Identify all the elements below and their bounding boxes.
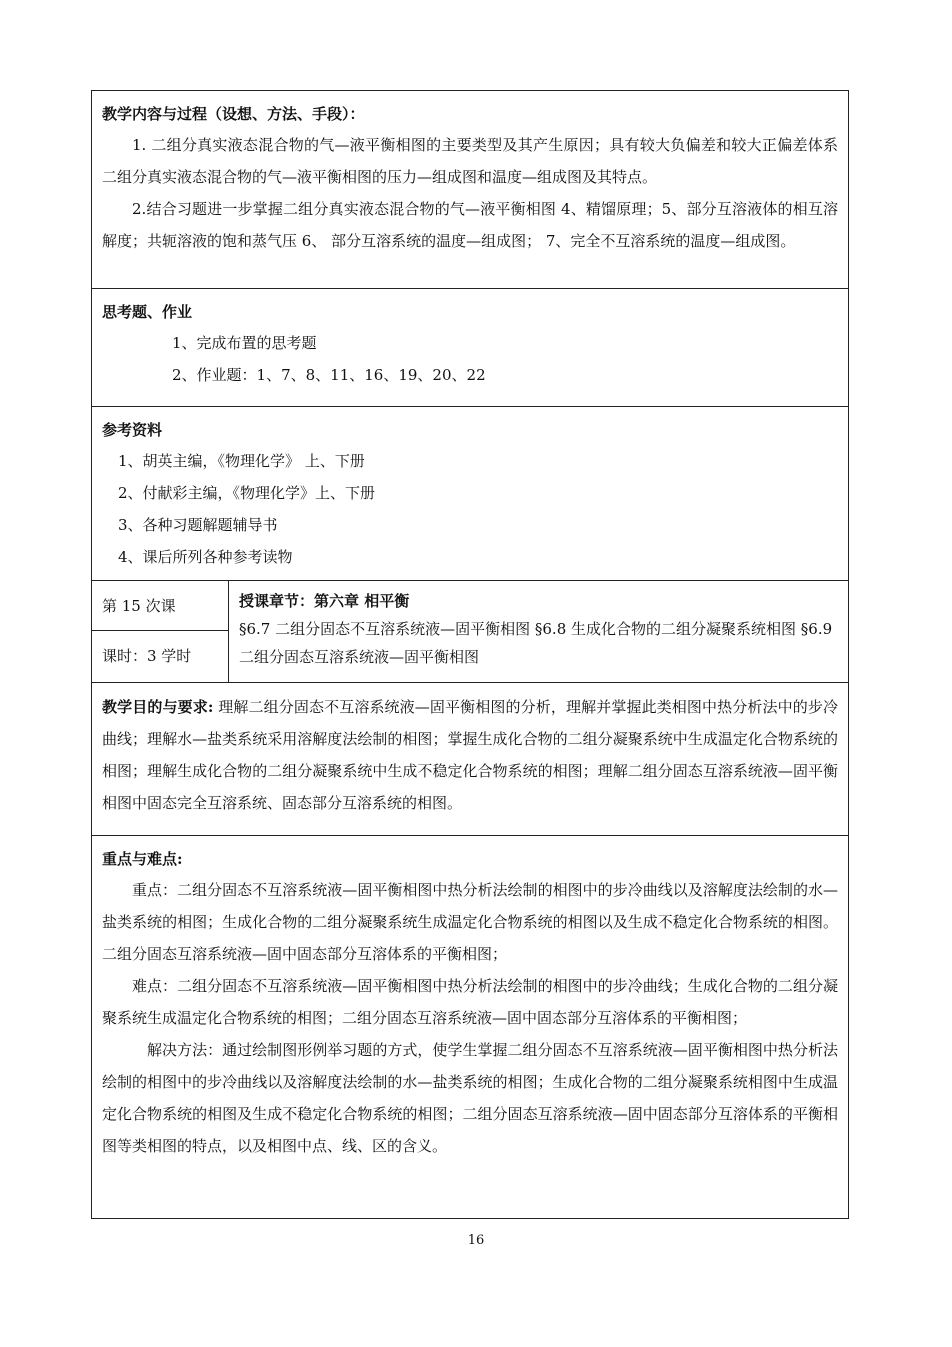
lesson-hours: 课时：3 学时 — [102, 647, 192, 665]
reference-item: 2、付献彩主编，《物理化学》上、下册 — [118, 484, 376, 502]
homework-item: 1、完成布置的思考题 — [172, 334, 317, 352]
goals-label: 教学目的与要求: — [102, 698, 214, 716]
references-heading: 参考资料 — [102, 421, 163, 439]
page-number: 16 — [467, 1233, 485, 1248]
key-points-paragraph: 重点：二组分固态不互溶系统液—固平衡相图中热分析法绘制的相图中的步冷曲线以及溶解度法绘制的水—盐类系统的相图；生成化合物的二组分凝聚系统生成温定化合物系统的相图以及生成不稳定化合物系统的相图。 二组分固态互溶系统液—固中固态部分互溶体系的平衡相图； — [102, 881, 838, 963]
homework-item: 2、作业题：1、7、8、11、16、19、20、22 — [172, 366, 486, 384]
teaching-process-paragraph-1: 1. 二组分真实液态混合物的气—液平衡相图的主要类型及其产生原因；具有较大负偏差和较大正偏差体系二组分真实液态混合物的气—液平衡相图的压力—组成图和温度—组成图及其特点。 — [102, 136, 838, 186]
lesson-chapter-cell — [229, 581, 848, 682]
goals-paragraph — [102, 691, 838, 819]
lesson-info-row — [92, 581, 848, 683]
homework-heading: 思考题、作业 — [102, 303, 193, 321]
lesson-topics: §6.7 二组分固态不互溶系统液—固平衡相图 §6.8 生成化合物的二组分凝聚系统相图 §6.9 二组分固态互溶系统液—固平衡相图 — [239, 620, 833, 666]
keypoints-heading: 重点与难点: — [102, 850, 183, 868]
difficult-points-paragraph: 难点：二组分固态不互溶系统液—固平衡相图中热分析法绘制的相图中的步冷曲线；生成化合物的二组分凝聚系统生成温定化合物系统的相图；二组分固态互溶系统液—固中固态部分互溶体系的平衡相图； — [102, 977, 838, 1027]
reference-item: 1、胡英主编，《物理化学》 上、下册 — [118, 452, 365, 470]
goals-section — [92, 683, 848, 836]
lesson-number: 第 15 次课 — [92, 581, 228, 631]
teaching-process-section — [92, 91, 848, 289]
homework-section — [92, 289, 848, 407]
teaching-process-heading: 教学内容与过程（设想、方法、手段）： — [102, 105, 365, 123]
reference-item: 3、各种习题解题辅导书 — [118, 516, 278, 534]
lesson-plan-table — [91, 90, 849, 1219]
lesson-chapter-title: 授课章节：第六章 相平衡 — [239, 592, 410, 610]
teaching-process-paragraph-2: 2.结合习题进一步掌握二组分真实液态混合物的气—液平衡相图 4、精馏原理；5、部分互溶液体的相互溶解度；共轭溶液的饱和蒸气压 6、 部分互溶系统的温度—组成图； 7、完全不互溶系统的温度—组成图。 — [102, 200, 838, 250]
references-section — [92, 407, 848, 581]
lesson-meta — [92, 581, 229, 682]
reference-item: 4、课后所列各种参考读物 — [118, 548, 293, 566]
solution-paragraph: 解决方法：通过绘制图形例举习题的方式，使学生掌握二组分固态不互溶系统液—固平衡相图中热分析法绘制的相图中的步冷曲线以及溶解度法绘制的水—盐类系统的相图；生成化合物的二组分凝聚系统相图中生成温定化合物系统的相图及生成不稳定化合物系统的相图；二组分固态互溶系统液—固中固态部分互溶体系的平衡相图等类相图的特点，以及相图中点、线、区的含义。 — [102, 1041, 838, 1155]
keypoints-section — [92, 836, 848, 1218]
goals-text: 理解二组分固态不互溶系统液—固平衡相图的分析，理解并掌握此类相图中热分析法中的步冷曲线；理解水—盐类系统采用溶解度法绘制的相图；掌握生成化合物的二组分凝聚系统中生成温定化合物系统的相图；理解生成化合物的二组分凝聚系统中生成不稳定化合物系统的相图；理解二组分固态互溶系统液—固平衡相图中固态完全互溶系统、固态部分互溶系统的相图。 — [102, 698, 838, 812]
